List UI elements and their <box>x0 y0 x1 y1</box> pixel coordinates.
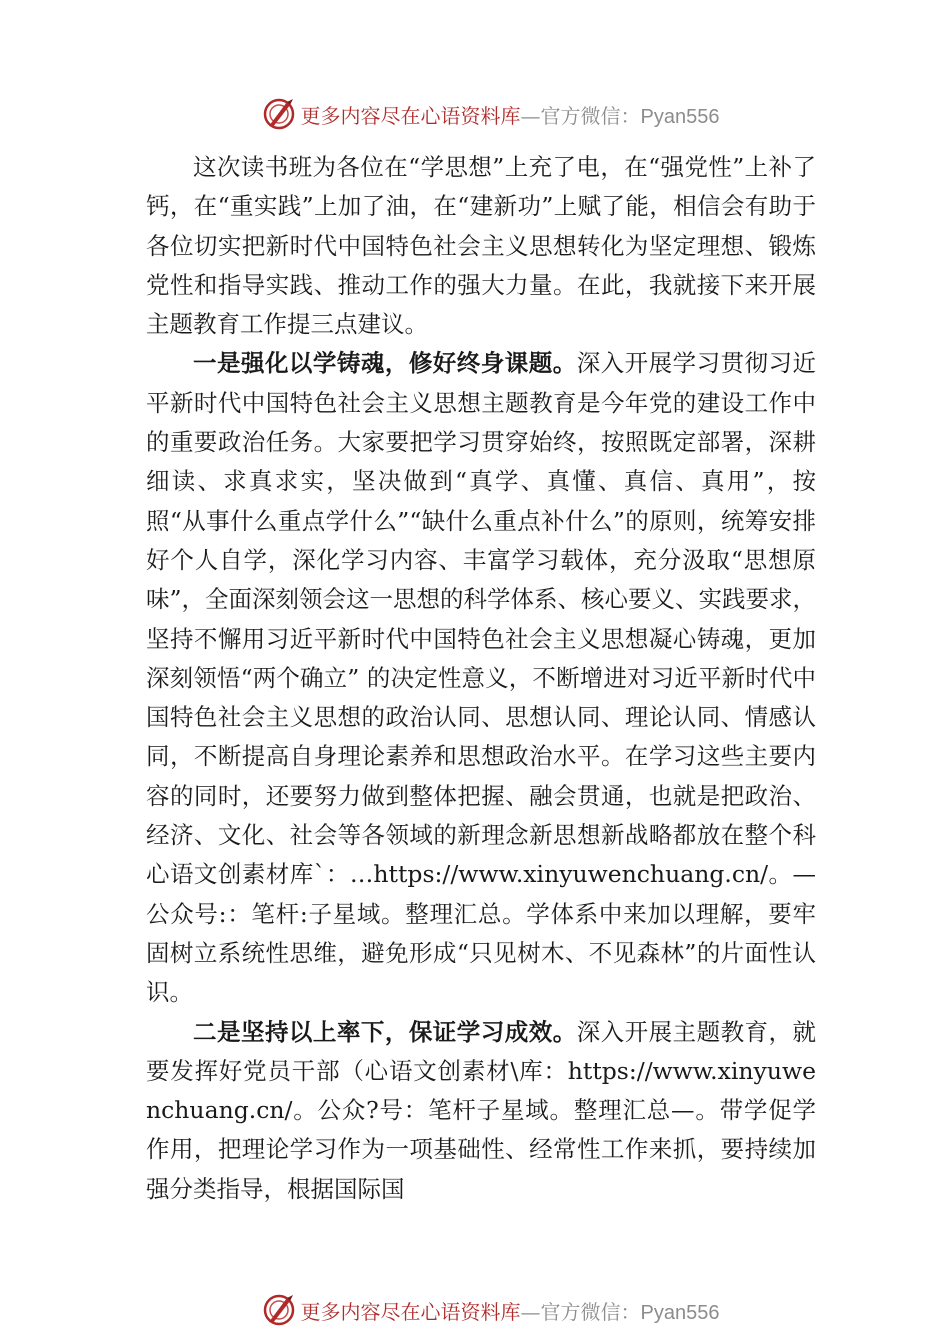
banner-text <box>301 100 720 129</box>
paragraph-body: 这次读书班为各位在“学思想”上充了电，在“强党性”上补了钙，在“重实践”上加了油，在“建新功”上赋了能，相信会有助于各位切实把新时代中国特色社会主义思想转化为坚定理想、锻炼党性和指导实践、推动工作的强大力量。在此，我就接下来开展主题教育工作提三点建议。 <box>146 153 816 339</box>
banner-text-main: 更多内容尽在心语资料库 <box>300 103 521 128</box>
paragraph-lead: 二是坚持以上率下，保证学习成效。 <box>193 1017 577 1046</box>
banner-text-wechat: —官方微信： <box>520 1299 641 1324</box>
footer-watermark-banner <box>0 1290 950 1330</box>
quill-seal-logo-icon <box>261 1292 297 1328</box>
paragraph-body: 深入开展学习贯彻习近平新时代中国特色社会主义思想主题教育是今年党的建设工作中的重要政治任务。大家要把学习贯穿始终，按照既定部署，深耕细读、求真求实，坚决做到“真学、真懂、真信、真用”，按照“从事什么重点学什么”“缺什么重点补什么”的原则，统筹安排好个人自学，深化学习内容、丰富学习载体，充分汲取“思想原味”，全面深刻领会这一思想的科学体系、核心要义、实践要求，坚持不懈用习近平新时代中国特色社会主义思想凝心铸魂，更加深刻领悟“两个确立” 的决定性意义，不断增进对习近平新时代中国特色社会主义思想的政治认同、思想认同、理论认同、情感认同，不断提高自身理论素养和思想政治水平。在学习这些主要内容的同时，还要努力做到整体把握、融会贯通，也就是把政治、经济、文化、社会等各领域的新理念新思想新战略都放在整个科心语文创素材库`：…https://www.xinyuwenchuang.cn/。—公众号:：笔杆:子星域。整理汇总。学体系中来加以理解，要牢固树立系统性思维，避免形成“只见树木、不见森林”的片面性认识。 <box>146 349 817 1007</box>
banner-account: Pyan556 <box>640 105 720 128</box>
banner-inner <box>261 96 720 132</box>
document-body <box>146 148 816 1209</box>
paragraph-point-one <box>146 344 816 1012</box>
paragraph-body: 深入开展主题教育，就要发挥好党员干部（心语文创素材\库：https://www.xinyuwenchuang.cn/。公众?号：笔杆子星域。整理汇总—。带学促学作用，把理论学习作为一项基础性、经常性工作来抓，要持续加强分类指导，根据国际国 <box>146 1017 817 1203</box>
quill-seal-logo-icon <box>261 96 297 132</box>
paragraph-point-two <box>146 1013 816 1209</box>
banner-inner <box>261 1292 720 1328</box>
banner-text-wechat: —官方微信： <box>520 103 641 128</box>
banner-account: Pyan556 <box>640 1301 720 1324</box>
paragraph-intro <box>146 148 816 344</box>
paragraph-lead: 一是强化以学铸魂，修好终身课题。 <box>193 349 577 378</box>
header-watermark-banner <box>0 94 950 134</box>
banner-text <box>301 1296 720 1325</box>
banner-text-main: 更多内容尽在心语资料库 <box>300 1299 521 1324</box>
